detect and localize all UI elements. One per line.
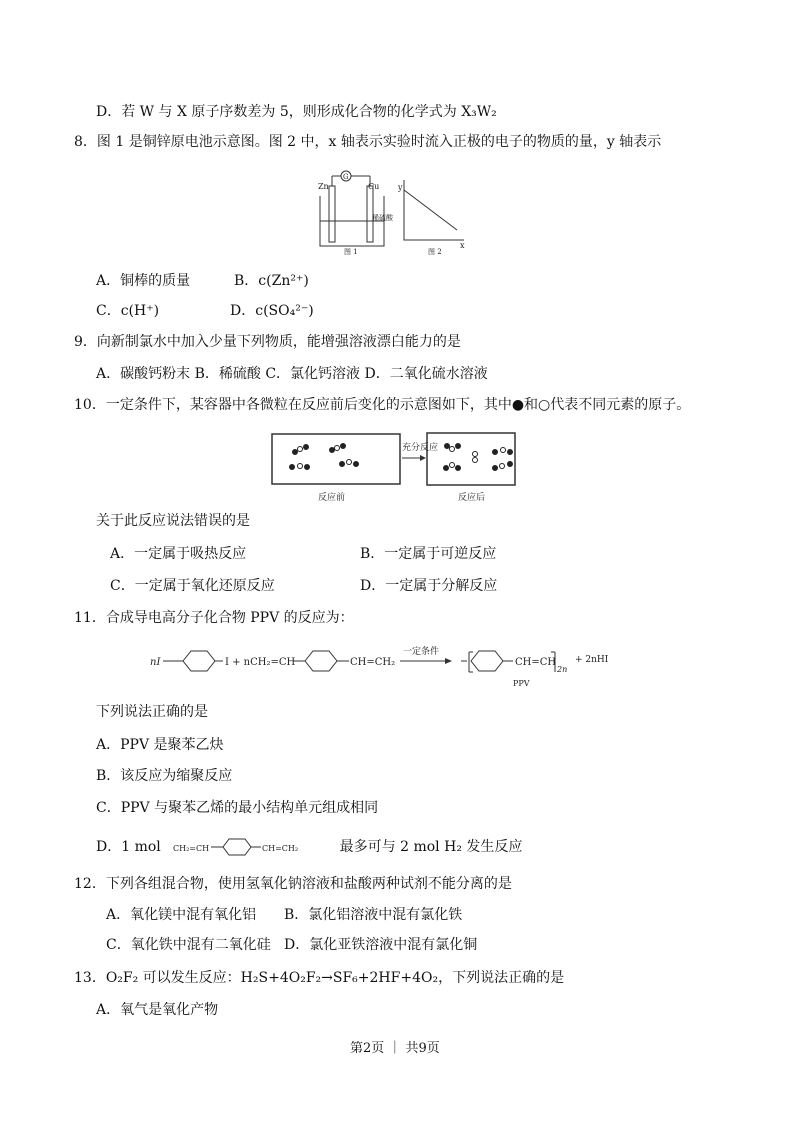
galvanometer-label: G — [343, 173, 349, 181]
q10-option-c: C．一定属于氧化还原反应 — [110, 578, 275, 594]
reactant1-left: nI — [150, 657, 161, 668]
fig1-label: 图 1 — [344, 248, 358, 256]
q8-figure — [312, 168, 472, 256]
q10-option-d: D．一定属于分解反应 — [360, 578, 498, 594]
q8-options-row2 — [96, 302, 314, 320]
reactant1-right: I + nCH₂=CH — [225, 657, 296, 668]
q12-options-row2 — [106, 936, 477, 954]
q8-option-d: D．c(SO₄²⁻) — [230, 303, 314, 319]
option-d-prefix: D．1 mol — [96, 839, 161, 855]
structure-left: CH₂=CH — [173, 844, 210, 853]
after-label: 反应后 — [458, 493, 486, 503]
x-axis-label: x — [460, 241, 465, 250]
q11-option-d — [96, 837, 522, 857]
acid-label: 稀硫酸 — [372, 214, 393, 222]
q9-options — [96, 365, 488, 383]
cu-label: Cu — [368, 182, 380, 191]
ppv-label: PPV — [513, 679, 530, 688]
fig2-label: 图 2 — [428, 248, 442, 256]
polymer-subscript: 2n — [557, 665, 568, 674]
divinylbenzene-structure — [165, 837, 335, 857]
q12-options-row1 — [106, 906, 462, 924]
q9-option-a: A．碳酸钙粉末 — [96, 366, 191, 382]
q9-option-c: C．氯化钙溶液 — [265, 366, 361, 382]
q11-option-c: C．PPV 与聚苯乙烯的最小结构单元组成相同 — [96, 800, 379, 816]
q11-option-b: B．该反应为缩聚反应 — [96, 768, 233, 784]
q9-stem: 9．向新制氯水中加入少量下列物质，能增强溶液漂白能力的是 — [74, 334, 461, 350]
q12-option-b: B．氯化铝溶液中混有氯化铁 — [284, 907, 463, 923]
q12-option-a: A．氧化镁中混有氧化铝 — [106, 907, 257, 923]
q8-options-row1 — [96, 272, 309, 290]
q12-option-c: C．氧化铁中混有二氧化硅 — [106, 937, 271, 953]
q10-option-b: B．一定属于可逆反应 — [360, 546, 497, 562]
structure-right: CH=CH₂ — [262, 844, 299, 853]
q10-prompt: 关于此反应说法错误的是 — [96, 513, 250, 529]
option-d-suffix: 最多可与 2 mol H₂ 发生反应 — [339, 839, 523, 855]
q10-option-a: A．一定属于吸热反应 — [110, 546, 247, 562]
q7-option-d: D．若 W 与 X 原子序数差为 5，则形成化合物的化学式为 X₃W₂ — [96, 104, 497, 120]
q10-stem: 10．一定条件下，某容器中各微粒在反应前后变化的示意图如下，其中●和○代表不同元素的原子。 — [74, 397, 691, 413]
page-footer: 第2页 ｜ 共9页 — [350, 1041, 440, 1056]
byproduct: + 2nHI — [575, 655, 609, 665]
q8-stem: 8．图 1 是铜锌原电池示意图。图 2 中，x 轴表示实验时流入正极的电子的物质的量，y 轴表示 — [74, 134, 662, 150]
q10-figure — [270, 430, 530, 505]
q12-option-d: D．氯化亚铁溶液中混有氯化铜 — [284, 937, 478, 953]
zn-label: Zn — [318, 182, 329, 191]
q10-options-row2 — [110, 577, 497, 595]
q11-option-a: A．PPV 是聚苯乙炔 — [96, 737, 224, 753]
q11-stem: 11．合成导电高分子化合物 PPV 的反应为： — [74, 610, 354, 626]
q9-option-d: D．二氧化硫水溶液 — [364, 366, 488, 382]
q8-option-c: C．c(H⁺) — [96, 303, 160, 319]
q8-option-b: B．c(Zn²⁺) — [234, 273, 309, 289]
q8-option-a: A．铜棒的质量 — [96, 273, 191, 289]
product-unit: CH=CH — [515, 657, 557, 668]
reactant2-right: CH=CH₂ — [350, 657, 396, 668]
q13-stem: 13．O₂F₂ 可以发生反应：H₂S+4O₂F₂→SF₆+2HF+4O₂，下列说法正确的是 — [74, 970, 565, 986]
q11-prompt: 下列说法正确的是 — [96, 704, 208, 720]
q13-option-a: A．氧气是氧化产物 — [96, 1002, 219, 1018]
before-label: 反应前 — [318, 493, 346, 503]
condition-label: 一定条件 — [403, 647, 440, 657]
arrow-label: 充分反应 — [402, 443, 439, 453]
q9-option-b: B．稀硫酸 — [194, 366, 261, 382]
q12-stem: 12．下列各组混合物，使用氢氧化钠溶液和盐酸两种试剂不能分离的是 — [74, 876, 512, 892]
y-axis-label: y — [398, 183, 403, 192]
q11-equation — [145, 640, 645, 690]
q10-options-row1 — [110, 545, 496, 563]
